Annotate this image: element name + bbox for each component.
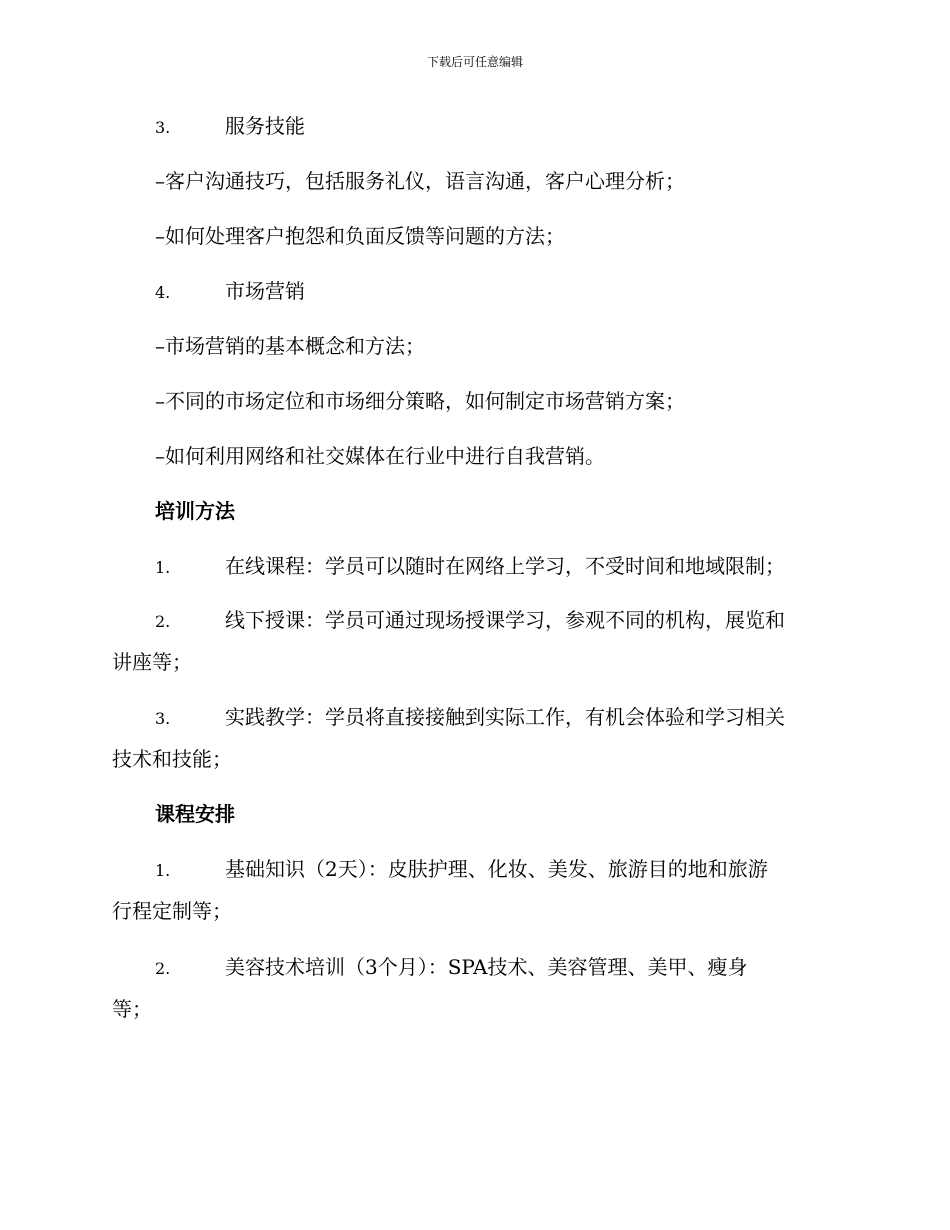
page-header: 下载后可任意编辑 <box>426 55 523 69</box>
section-title: 服务技能 <box>225 114 305 138</box>
list-number: 1. <box>155 861 171 880</box>
list-item <box>155 606 785 636</box>
list-text: 在线课程：学员可以随时在网络上学习，不受时间和地域限制； <box>225 554 785 578</box>
section-service-skills-title <box>155 112 305 142</box>
section-number: 3. <box>155 118 171 137</box>
list-text: 线下授课：学员可通过现场授课学习，参观不同的机构，展览和 <box>225 608 785 632</box>
list-item-continuation: 技术和技能； <box>112 747 232 771</box>
bullet-item: –市场营销的基本概念和方法； <box>155 334 425 358</box>
list-number: 3. <box>155 709 171 728</box>
list-item <box>155 953 748 983</box>
heading-course-schedule: 课程安排 <box>155 802 235 826</box>
list-item-continuation: 讲座等； <box>112 650 192 674</box>
heading-training-methods: 培训方法 <box>155 499 235 523</box>
list-item-continuation: 等； <box>112 997 152 1021</box>
list-text: 基础知识（2天）：皮肤护理、化妆、美发、旅游目的地和旅游 <box>225 857 768 881</box>
bullet-item: –如何处理客户抱怨和负面反馈等问题的方法； <box>155 224 565 248</box>
list-item <box>155 855 768 885</box>
section-marketing-title <box>155 277 305 307</box>
bullet-item: –不同的市场定位和市场细分策略，如何制定市场营销方案； <box>155 389 685 413</box>
list-text: 美容技术培训（3个月）：SPA技术、美容管理、美甲、瘦身 <box>225 955 748 979</box>
list-item-continuation: 行程定制等； <box>112 899 232 923</box>
list-number: 1. <box>155 558 171 577</box>
list-item <box>155 703 785 733</box>
list-number: 2. <box>155 612 171 631</box>
bullet-item: –如何利用网络和社交媒体在行业中进行自我营销。 <box>155 444 605 468</box>
bullet-item: –客户沟通技巧，包括服务礼仪，语言沟通，客户心理分析； <box>155 169 685 193</box>
list-number: 2. <box>155 959 171 978</box>
list-item <box>155 552 785 582</box>
section-number: 4. <box>155 283 171 302</box>
section-title: 市场营销 <box>225 279 305 303</box>
list-text: 实践教学：学员将直接接触到实际工作，有机会体验和学习相关 <box>225 705 785 729</box>
